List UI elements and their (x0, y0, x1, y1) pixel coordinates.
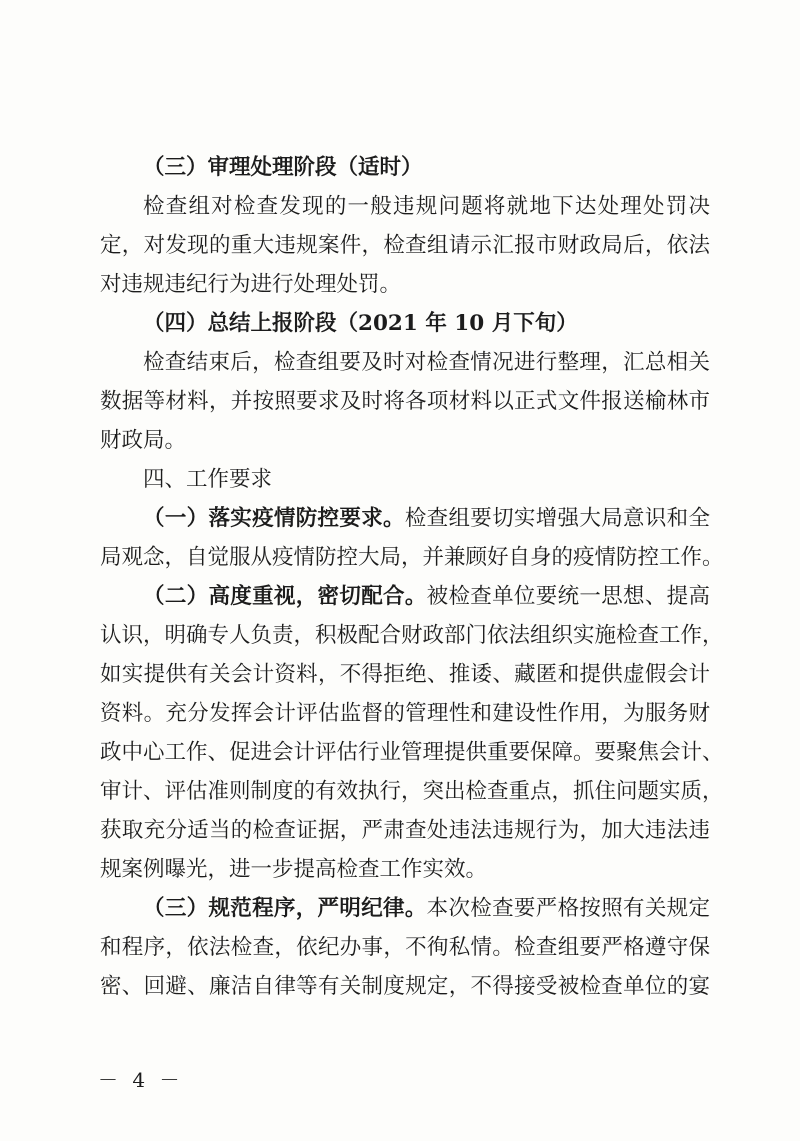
requirement-2-first-line (100, 577, 710, 616)
paragraph-line: 资料。充分发挥会计评估监督的管理性和建设性作用，为服务财 (100, 701, 710, 726)
section-heading-summary-stage: （四）总结上报阶段（2021 年 10 月下旬） (143, 311, 578, 336)
paragraph-line: 审计、评估准则制度的有效执行，突出检查重点，抓住问题实质， (100, 779, 724, 804)
paragraph-line: 政中心工作、促进会计评估行业管理提供重要保障。要聚焦会计、 (100, 740, 724, 765)
document-body (100, 148, 724, 1006)
requirement-2-lead: （二）高度重视，密切配合。 (143, 584, 427, 609)
requirement-3-text: 本次检查要严格按照有关规定 (426, 896, 710, 921)
paragraph-line: 数据等材料，并按照要求及时将各项材料以正式文件报送榆林市 (100, 389, 710, 414)
paragraph-line: 检查组对检查发现的一般违规问题将就地下达处理处罚决 (143, 194, 710, 219)
page-number: － 4 － (98, 1068, 184, 1092)
part-heading-work-requirements: 四、工作要求 (143, 467, 273, 492)
requirement-1-lead: （一）落实疫情防控要求。 (143, 506, 405, 531)
requirement-1-text: 检查组要切实增强大局意识和全 (404, 506, 710, 531)
requirement-3-first-line (100, 889, 710, 928)
paragraph-line: 如实提供有关会计资料，不得拒绝、推诿、藏匿和提供虚假会计 (100, 662, 710, 687)
requirement-1-first-line (100, 499, 710, 538)
paragraph-line: 密、回避、廉洁自律等有关制度规定，不得接受被检查单位的宴 (100, 974, 710, 999)
paragraph-line: 获取充分适当的检查证据，严肃查处违法违规行为，加大违法违 (100, 818, 710, 843)
paragraph-line: 规案例曝光，进一步提高检查工作实效。 (100, 857, 488, 882)
paragraph-line: 局观念，自觉服从疫情防控大局，并兼顾好自身的疫情防控工作。 (100, 545, 724, 570)
paragraph-line: 和程序，依法检查，依纪办事，不徇私情。检查组要严格遵守保 (100, 935, 710, 960)
paragraph-line: 定，对发现的重大违规案件，检查组请示汇报市财政局后，依法 (100, 233, 710, 258)
requirement-3-lead: （三）规范程序，严明纪律。 (143, 896, 427, 921)
requirement-2-text: 被检查单位要统一思想、提高 (426, 584, 710, 609)
section-heading-review-stage: （三）审理处理阶段（适时） (143, 155, 423, 180)
paragraph-line: 财政局。 (100, 428, 187, 453)
paragraph-line: 对违规违纪行为进行处理处罚。 (100, 272, 402, 297)
paragraph-line: 认识，明确专人负责，积极配合财政部门依法组织实施检查工作， (100, 623, 724, 648)
paragraph-line: 检查结束后，检查组要及时对检查情况进行整理，汇总相关 (143, 350, 710, 375)
